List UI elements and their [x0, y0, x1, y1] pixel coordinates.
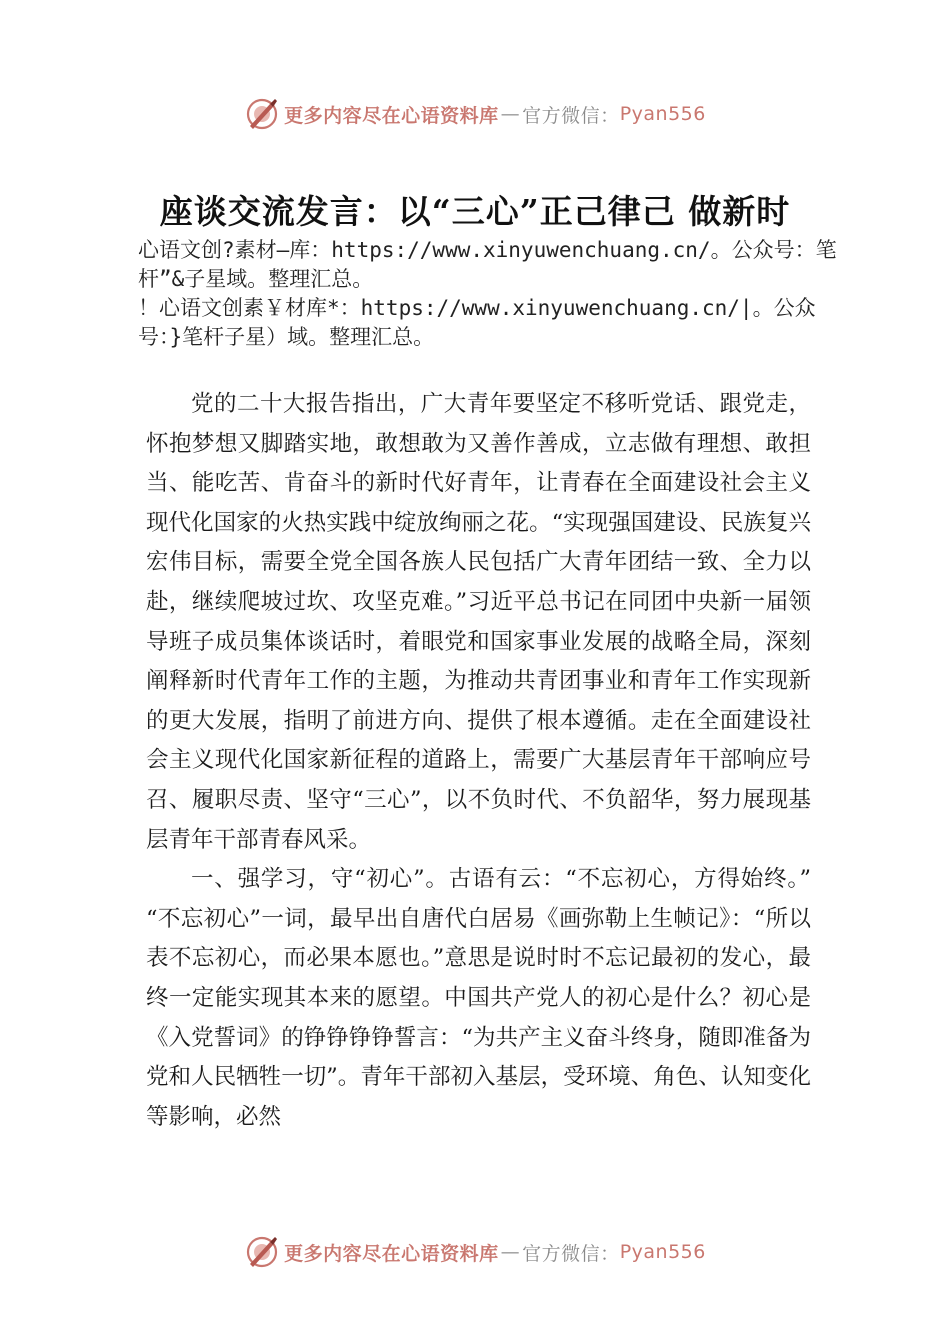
banner-wechat-id: Pyan556: [619, 1241, 706, 1263]
source-note-1-text: 心语文创?素材—库：https://www.xinyuwenchuang.cn/。公众号：笔杆”&子星域。整理汇总。: [138, 238, 837, 291]
document-body: [146, 385, 811, 1137]
footer-banner: [0, 1232, 950, 1272]
header-banner: [0, 94, 950, 134]
brush-logo-icon: [244, 96, 280, 132]
banner-dash: —: [500, 1241, 521, 1263]
banner-brand-text: 更多内容尽在心语资料库: [284, 1242, 499, 1265]
source-note-1: [138, 236, 848, 294]
source-note-2-text: ！心语文创素￥材库*：https://www.xinyuwenchuang.cn/|。公众号：}笔杆子星）域。整理汇总。: [138, 296, 816, 349]
brush-logo-icon: [244, 1234, 280, 1270]
banner-wechat-label: 官方微信：: [522, 104, 620, 127]
document-title: 座谈交流发言：以“三心”正己律己 做新时: [159, 192, 791, 231]
banner-wechat-id: Pyan556: [619, 103, 706, 125]
body-paragraph: 一、强学习，守“初心”。古语有云：“不忘初心，方得始终。” “不忘初心”一词，最早出自唐代白居易《画弥勒上生帧记》：“所以表不忘初心，而必果本愿也。”意思是说时时不忘记最初的发心，最终一定能实现其本来的愿望。中国共产党人的初心是什么？初心是《入党誓词》的铮铮铮铮誓言：“为共产主义奋斗终身，随即准备为党和人民牺牲一切”。青年干部初入基层，受环境、角色、认知变化等影响，必然: [146, 866, 811, 1130]
banner-brand-text: 更多内容尽在心语资料库: [284, 104, 499, 127]
banner-wechat-label: 官方微信：: [522, 1242, 620, 1265]
source-note-2: [138, 294, 848, 352]
banner-dash: —: [500, 103, 521, 125]
body-paragraph: 党的二十大报告指出，广大青年要坚定不移听党话、跟党走，怀抱梦想又脚踏实地，敢想敢为又善作善成，立志做有理想、敢担当、能吃苦、肯奋斗的新时代好青年，让青春在全面建设社会主义现代化国家的火热实践中绽放绚丽之花。“实现强国建设、民族复兴宏伟目标，需要全党全国各族人民包括广大青年团结一致、全力以赴，继续爬坡过坎、攻坚克难。”习近平总书记在同团中央新一届领导班子成员集体谈话时，着眼党和国家事业发展的战略全局，深刻阐释新时代青年工作的主题，为推动共青团事业和青年工作实现新的更大发展，指明了前进方向、提供了根本遵循。走在全面建设社会主义现代化国家新征程的道路上，需要广大基层青年干部响应号召、履职尽责、坚守“三心”，以不负时代、不负韶华，努力展现基层青年干部青春风采。: [146, 391, 811, 853]
